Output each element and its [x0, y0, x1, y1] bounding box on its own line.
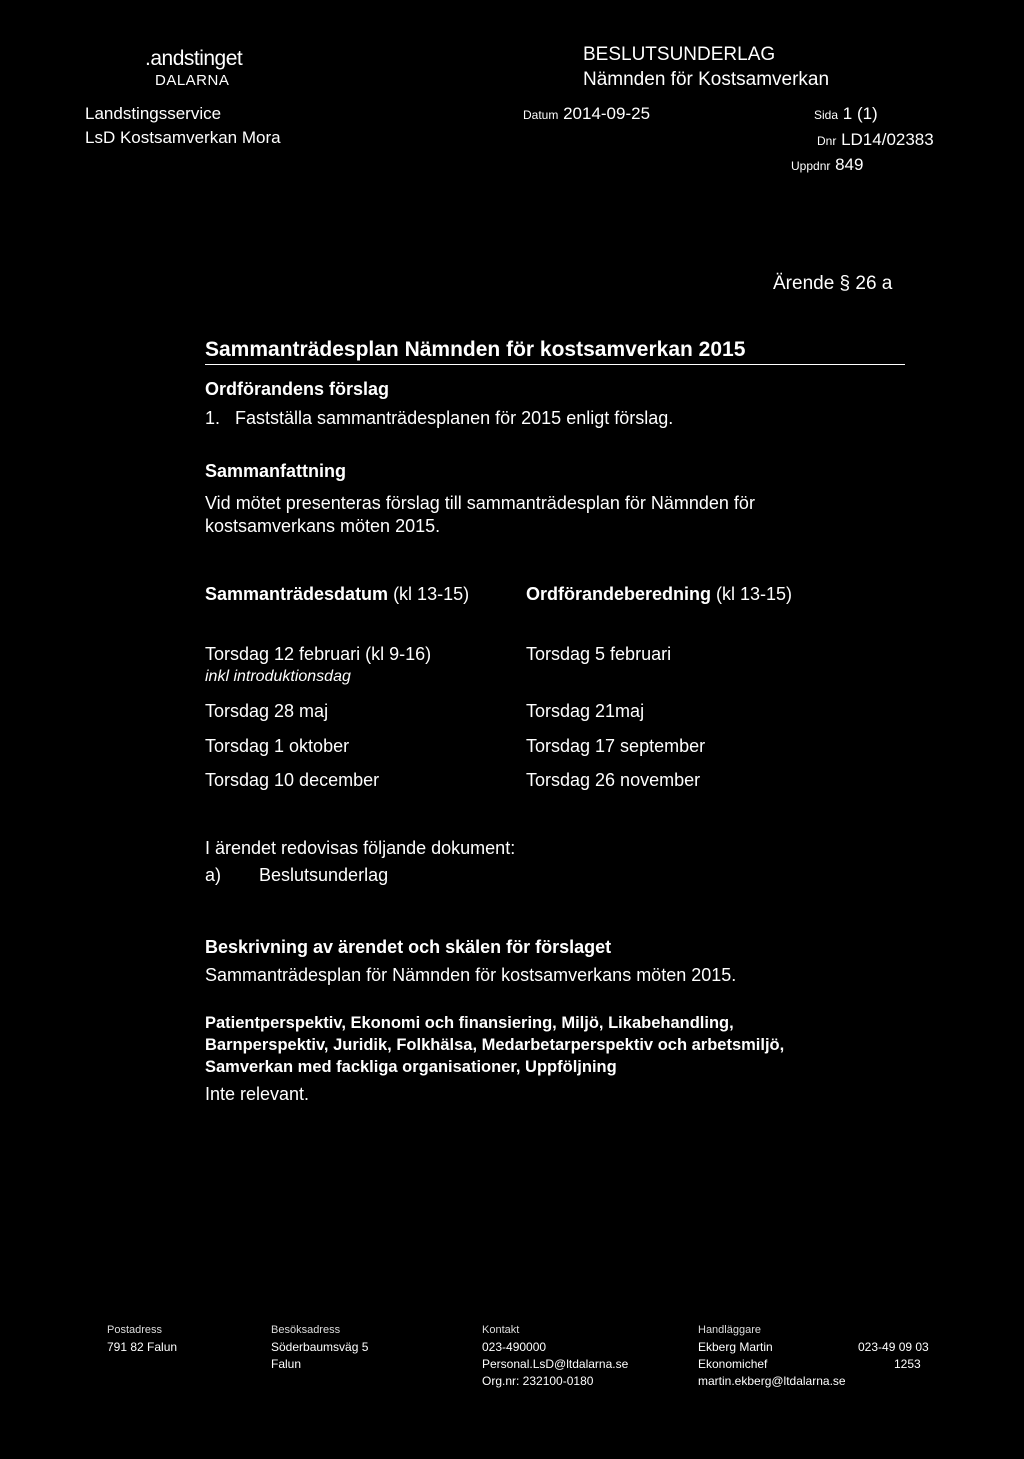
schedule-prep-3: Torsdag 17 september [526, 736, 706, 756]
org-unit: LsD Kostsamverkan Mora [85, 128, 281, 147]
footer-contact-phone: 023-490000 [482, 1340, 547, 1354]
schedule-meeting-1: Torsdag 12 februari (kl 9-16) [205, 644, 432, 664]
schedule-prep-2: Torsdag 21maj [526, 701, 645, 721]
footer-contact-head: Kontakt [482, 1324, 520, 1336]
footer-visit-line-2: Falun [271, 1357, 302, 1371]
footer-handler-email: martin.ekberg@ltdalarna.se [698, 1374, 846, 1388]
perspectives-text: Inte relevant. [205, 1084, 310, 1104]
schedule-prep-1: Torsdag 5 februari [526, 644, 672, 664]
footer-phone-line-2: 1253 [894, 1357, 921, 1371]
title-underline [205, 364, 905, 365]
description-heading: Beskrivning av ärendet och skälen för förslaget [205, 937, 612, 957]
documents-item-letter: a) [205, 865, 222, 885]
date-field [523, 104, 650, 124]
dnr-label: Dnr [817, 134, 837, 148]
doc-type: BESLUTSUNDERLAG [583, 44, 776, 65]
proposal-item: 1. Fastställa sammanträdesplanen för 2015 enligt förslag. [205, 408, 674, 428]
footer-postal-head: Postadress [107, 1324, 163, 1336]
dnr-field [817, 130, 934, 150]
documents-item: Beslutsunderlag [259, 865, 389, 885]
footer-contact [482, 1322, 628, 1390]
summary-line-2: kostsamverkans möten 2015. [205, 516, 441, 536]
proposal-heading: Ordförandens förslag [205, 379, 390, 399]
footer-handler-title: Ekonomichef [698, 1357, 768, 1371]
documents-intro: I ärendet redovisas följande dokument: [205, 838, 516, 858]
schedule-col-header-prep: Ordförandeberedning (kl 13-15) [526, 584, 793, 604]
summary-line-1: Vid mötet presenteras förslag till sammanträdesplan för Nämnden för [205, 493, 755, 513]
footer-contact-email: Personal.LsD@ltdalarna.se [482, 1357, 629, 1371]
page-label: Sida [814, 108, 839, 122]
schedule-meeting-4: Torsdag 10 december [205, 770, 380, 790]
case-number: Ärende § 26 a [773, 273, 893, 294]
footer-postal [107, 1322, 177, 1356]
footer-handler-head: Handläggare [698, 1324, 761, 1336]
date-label: Datum [523, 108, 559, 122]
description-text: Sammanträdesplan för Nämnden för kostsamverkans möten 2015. [205, 965, 737, 985]
footer-org-number: Org.nr: 232100-0180 [482, 1374, 594, 1388]
perspectives-line-3: Samverkan med fackliga organisationer, Uppföljning [205, 1058, 617, 1076]
page-value: 1 (1) [842, 104, 878, 123]
schedule-meeting-3: Torsdag 1 oktober [205, 736, 350, 756]
perspectives-line-1: Patientperspektiv, Ekonomi och finansiering, Miljö, Likabehandling, [205, 1014, 734, 1032]
committee-name: Nämnden för Kostsamverkan [583, 69, 830, 90]
footer-visit-line-1: Söderbaumsväg 5 [271, 1340, 369, 1354]
dnr-value: LD14/02383 [841, 130, 934, 149]
document-title: Sammanträdesplan Nämnden för kostsamverkan 2015 [205, 338, 746, 361]
footer-phone-line-1: 023-49 09 03 [858, 1340, 929, 1354]
footer-handler [698, 1322, 846, 1390]
uppdnr-value: 849 [835, 155, 864, 174]
schedule-col-header-meeting: Sammanträdesdatum (kl 13-15) [205, 584, 470, 604]
perspectives-line-2: Barnperspektiv, Juridik, Folkhälsa, Medarbetarperspektiv och arbetsmiljö, [205, 1036, 785, 1054]
footer-phone [858, 1339, 929, 1373]
logo-wordmark: .andstinget [145, 47, 243, 70]
schedule-prep-4: Torsdag 26 november [526, 770, 701, 790]
page-field [814, 104, 878, 124]
summary-heading: Sammanfattning [205, 461, 347, 481]
schedule-meeting-2: Torsdag 28 maj [205, 701, 329, 721]
uppdnr-field [791, 155, 863, 175]
logo-subtitle: DALARNA [155, 72, 230, 89]
footer-visit [271, 1322, 368, 1373]
org-name: Landstingsservice [85, 104, 222, 123]
footer-handler-name: Ekberg Martin [698, 1340, 773, 1354]
footer-visit-head: Besöksadress [271, 1324, 341, 1336]
date-value: 2014-09-25 [563, 104, 651, 123]
uppdnr-label: Uppdnr [791, 159, 831, 173]
schedule-meeting-1-note: inkl introduktionsdag [205, 668, 351, 685]
footer-postal-line: 791 82 Falun [107, 1340, 178, 1354]
